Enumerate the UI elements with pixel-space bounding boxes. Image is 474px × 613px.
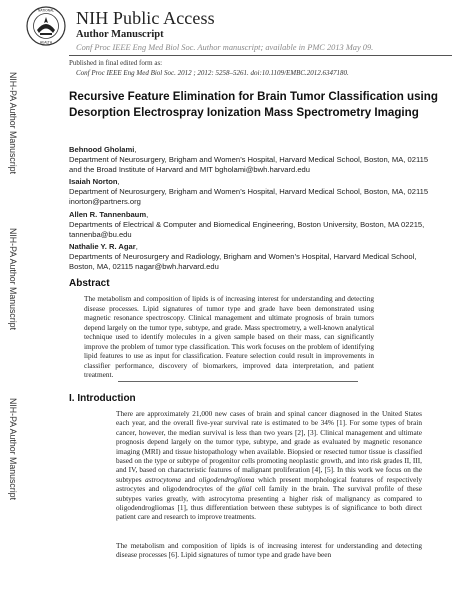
header-subtitle: Author Manuscript: [76, 29, 164, 40]
author-name: Allen R. Tannenbaum: [69, 210, 147, 219]
author-affiliation: Department of Neurosurgery, Brigham and Women’s Hospital, Harvard Medical School, Boston, MA, 02115 inorton@partners.org: [69, 187, 429, 206]
side-label-bottom: NIH-PA Author Manuscript: [8, 398, 18, 501]
author-block: Isaiah Norton, Department of Neurosurgery, Brigham and Women’s Hospital, Harvard Medical School, Boston, MA, 02115 inorton@partners.org: [69, 177, 429, 206]
author-affiliation: Departments of Electrical & Computer and Biomedical Engineering, Boston University, Boston, MA 02215, tannenba@bu.edu: [69, 220, 425, 239]
side-label-middle: NIH-PA Author Manuscript: [8, 228, 18, 331]
author-name: Behnood Gholami: [69, 145, 135, 154]
header-citation: Conf Proc IEEE Eng Med Biol Soc. Author manuscript; available in PMC 2013 May 09.: [76, 43, 374, 52]
svg-text:HEALTH: HEALTH: [39, 40, 53, 45]
author-name: Nathalie Y. R. Agar: [69, 242, 136, 251]
author-block: Behnood Gholami, Department of Neurosurgery, Brigham and Women’s Hospital, Harvard Medical School, Boston, MA, 02115 and the Broad Institute of Harvard and MIT bgholami@bwh.harvard.edu: [69, 145, 429, 174]
author-affiliation: Departments of Neurosurgery and Radiology, Brigham and Women’s Hospital, Harvard Medical School, Boston, MA, 02115 nagar@bwh.harvard.edu: [69, 252, 417, 271]
header-title: NIH Public Access: [76, 8, 215, 28]
publication-citation: Conf Proc IEEE Eng Med Biol Soc. 2012 ; 2012: 5258–5261. doi:10.1109/EMBC.2012.6347180.: [76, 69, 349, 77]
publication-note: Published in final edited form as:: [69, 59, 163, 67]
author-block: Allen R. Tannenbaum, Departments of Electrical & Computer and Biomedical Engineering, Boston University, Boston, MA 02215, tannenba@bu.edu: [69, 210, 429, 240]
nih-seal-logo: [26, 6, 66, 46]
author-affiliation: Department of Neurosurgery, Brigham and Women’s Hospital, Harvard Medical School, Boston, MA, 02115 and the Broad Institute of Harvard and MIT bgholami@bwh.harvard.edu: [69, 155, 429, 174]
paper-title: Recursive Feature Elimination for Brain Tumor Classification using Desorption Electrospray Ionization Mass Spectrometry Imaging: [69, 90, 438, 119]
author-block: Nathalie Y. R. Agar, Departments of Neurosurgery and Radiology, Brigham and Women’s Hospital, Harvard Medical School, Boston, MA, 02115 nagar@bwh.harvard.edu: [69, 242, 429, 272]
introduction-heading: I. Introduction: [69, 393, 136, 404]
svg-text:NATIONAL: NATIONAL: [37, 8, 55, 13]
header-divider: [69, 55, 452, 56]
side-label-top: NIH-PA Author Manuscript: [8, 72, 18, 175]
abstract-text: The metabolism and composition of lipids is of increasing interest for understanding and detecting disease processes. Lipid signatures of tumor type and grade have been demonstrated using magnetic resonance spectroscopy. Clinical management and ultimate prognosis of brain tumors depend largely on the tumor type, subtype, and grade. Mass spectrometry, a well-known analytical technique used to identify molecules in a given sample based on their mass, can significantly improve the problem of tumor type classification. This work focuses on the problem of identifying lipid features to use as input for classification. Feature selection could result in improvements in classifier performance, discovery of biomarkers, improved data interpretation, and patient treatment.: [84, 294, 374, 379]
abstract-heading: Abstract: [69, 278, 110, 289]
abstract-divider: [118, 381, 358, 382]
introduction-paragraph-1: There are approximately 21,000 new cases of brain and spinal cancer diagnosed in the United States each year, and the overall five-year survival rate is estimated to be 34% [1]. For some types of brain cancer, however, the median survival is less than two years [2], [3]. Clinical management and ultimate prognosis depend largely on the tumor type, subtype, and grade as evaluated by magnetic resonance imaging (MRI) and tissue histopathology when available. Biopsied or resected tumor tissue is classified based on the type or subtype of progenitor cells promoting neoplastic growth, and into risk grades II, III, and IV, based on characteristic features of malignant proliferation [4], [5]. In this work we focus on the subtypes astrocytoma and oligodendroglioma which present morphological features of respectively astrocytes and oligodendrocytes of the glial cell family in the brain. The survival profile of these subtypes varies greatly, with astrocytoma presenting a higher risk of malignancy as compared to oligodendrogliomas [1], thus differentiation between these subtypes is of significance to both direct patient care and research to improve treatments.: [116, 409, 422, 522]
introduction-paragraph-2: The metabolism and composition of lipids is of increasing interest for understanding and detecting disease processes [6]. Lipid signatures of tumor type and grade have been: [116, 541, 422, 560]
author-name: Isaiah Norton: [69, 177, 118, 186]
